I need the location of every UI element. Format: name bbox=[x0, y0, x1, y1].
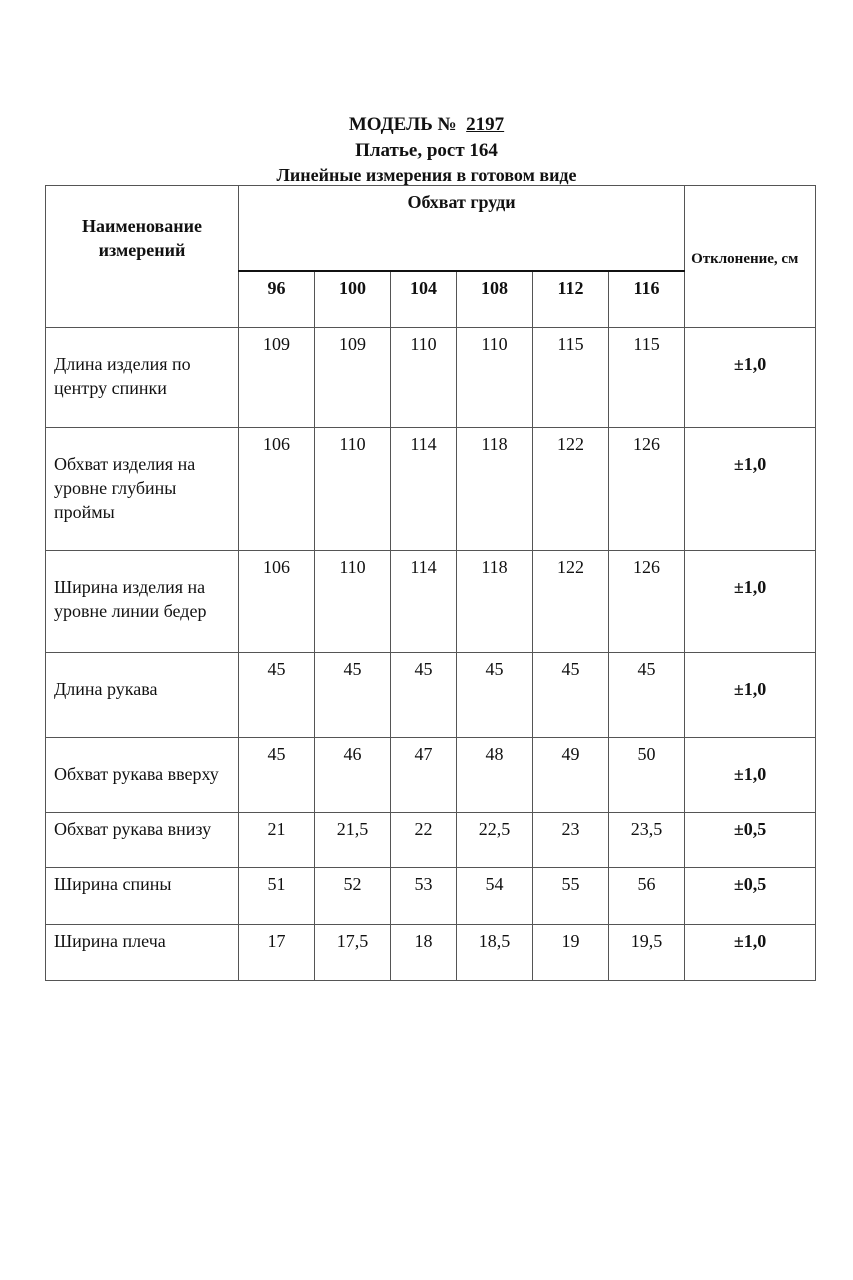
value-cell: 114 bbox=[391, 428, 457, 551]
table-row bbox=[46, 925, 816, 981]
value-cell: 23 bbox=[533, 813, 609, 868]
value-cell: 45 bbox=[239, 653, 315, 738]
value-cell: 122 bbox=[533, 428, 609, 551]
value-cell: 45 bbox=[315, 653, 391, 738]
value-cell: 126 bbox=[609, 428, 685, 551]
group-header: Обхват груди bbox=[239, 186, 685, 271]
value-cell: 21 bbox=[239, 813, 315, 868]
table-row bbox=[46, 738, 816, 813]
measurement-name: Ширина изделия на уровне линии бедер bbox=[46, 551, 239, 653]
value-cell: 19,5 bbox=[609, 925, 685, 981]
value-cell: 22,5 bbox=[457, 813, 533, 868]
document-header bbox=[0, 112, 853, 186]
deviation-cell: ±1,0 bbox=[685, 925, 816, 981]
value-cell: 106 bbox=[239, 428, 315, 551]
measurement-name: Обхват изделия на уровне глубины проймы bbox=[46, 428, 239, 551]
value-cell: 115 bbox=[609, 328, 685, 428]
measurement-name: Ширина спины bbox=[46, 868, 239, 925]
value-cell: 46 bbox=[315, 738, 391, 813]
value-cell: 126 bbox=[609, 551, 685, 653]
value-cell: 19 bbox=[533, 925, 609, 981]
value-cell: 18 bbox=[391, 925, 457, 981]
value-cell: 50 bbox=[609, 738, 685, 813]
name-header: Наименование измерений bbox=[46, 186, 239, 328]
measurements-table bbox=[45, 185, 816, 981]
value-cell: 110 bbox=[315, 428, 391, 551]
value-cell: 122 bbox=[533, 551, 609, 653]
deviation-header-empty bbox=[685, 271, 816, 328]
value-cell: 45 bbox=[391, 653, 457, 738]
value-cell: 56 bbox=[609, 868, 685, 925]
value-cell: 49 bbox=[533, 738, 609, 813]
value-cell: 54 bbox=[457, 868, 533, 925]
value-cell: 109 bbox=[239, 328, 315, 428]
value-cell: 114 bbox=[391, 551, 457, 653]
measurement-name: Обхват рукава внизу bbox=[46, 813, 239, 868]
deviation-cell: ±0,5 bbox=[685, 813, 816, 868]
value-cell: 109 bbox=[315, 328, 391, 428]
measurement-name: Ширина плеча bbox=[46, 925, 239, 981]
value-cell: 45 bbox=[457, 653, 533, 738]
deviation-cell: ±1,0 bbox=[685, 428, 816, 551]
value-cell: 23,5 bbox=[609, 813, 685, 868]
table-row bbox=[46, 813, 816, 868]
value-cell: 106 bbox=[239, 551, 315, 653]
deviation-cell: ±1,0 bbox=[685, 328, 816, 428]
measurement-name: Длина рукава bbox=[46, 653, 239, 738]
value-cell: 110 bbox=[315, 551, 391, 653]
table-title: Линейные измерения в готовом виде bbox=[276, 165, 577, 185]
value-cell: 48 bbox=[457, 738, 533, 813]
value-cell: 52 bbox=[315, 868, 391, 925]
size-header-104: 104 bbox=[391, 271, 457, 328]
value-cell: 17,5 bbox=[315, 925, 391, 981]
model-number: 2197 bbox=[466, 114, 505, 135]
value-cell: 118 bbox=[457, 428, 533, 551]
model-title: МОДЕЛЬ № 2197 bbox=[348, 114, 505, 135]
size-header-100: 100 bbox=[315, 271, 391, 328]
measurement-name: Обхват рукава вверху bbox=[46, 738, 239, 813]
value-cell: 17 bbox=[239, 925, 315, 981]
deviation-header: Отклонение, см bbox=[685, 186, 816, 271]
deviation-cell: ±1,0 bbox=[685, 738, 816, 813]
subtitle: Платье, рост 164 bbox=[355, 140, 498, 161]
table-row bbox=[46, 868, 816, 925]
value-cell: 110 bbox=[457, 328, 533, 428]
value-cell: 18,5 bbox=[457, 925, 533, 981]
value-cell: 115 bbox=[533, 328, 609, 428]
value-cell: 45 bbox=[609, 653, 685, 738]
table-row bbox=[46, 551, 816, 653]
table-row bbox=[46, 653, 816, 738]
value-cell: 110 bbox=[391, 328, 457, 428]
deviation-cell: ±1,0 bbox=[685, 551, 816, 653]
value-cell: 45 bbox=[239, 738, 315, 813]
value-cell: 45 bbox=[533, 653, 609, 738]
value-cell: 51 bbox=[239, 868, 315, 925]
measurement-name: Длина изделия по центру спинки bbox=[46, 328, 239, 428]
size-header-112: 112 bbox=[533, 271, 609, 328]
value-cell: 55 bbox=[533, 868, 609, 925]
value-cell: 47 bbox=[391, 738, 457, 813]
table-row bbox=[46, 428, 816, 551]
table-row bbox=[46, 328, 816, 428]
value-cell: 118 bbox=[457, 551, 533, 653]
size-header-96: 96 bbox=[239, 271, 315, 328]
deviation-cell: ±0,5 bbox=[685, 868, 816, 925]
value-cell: 53 bbox=[391, 868, 457, 925]
size-header-116: 116 bbox=[609, 271, 685, 328]
value-cell: 21,5 bbox=[315, 813, 391, 868]
value-cell: 22 bbox=[391, 813, 457, 868]
deviation-cell: ±1,0 bbox=[685, 653, 816, 738]
size-header-108: 108 bbox=[457, 271, 533, 328]
